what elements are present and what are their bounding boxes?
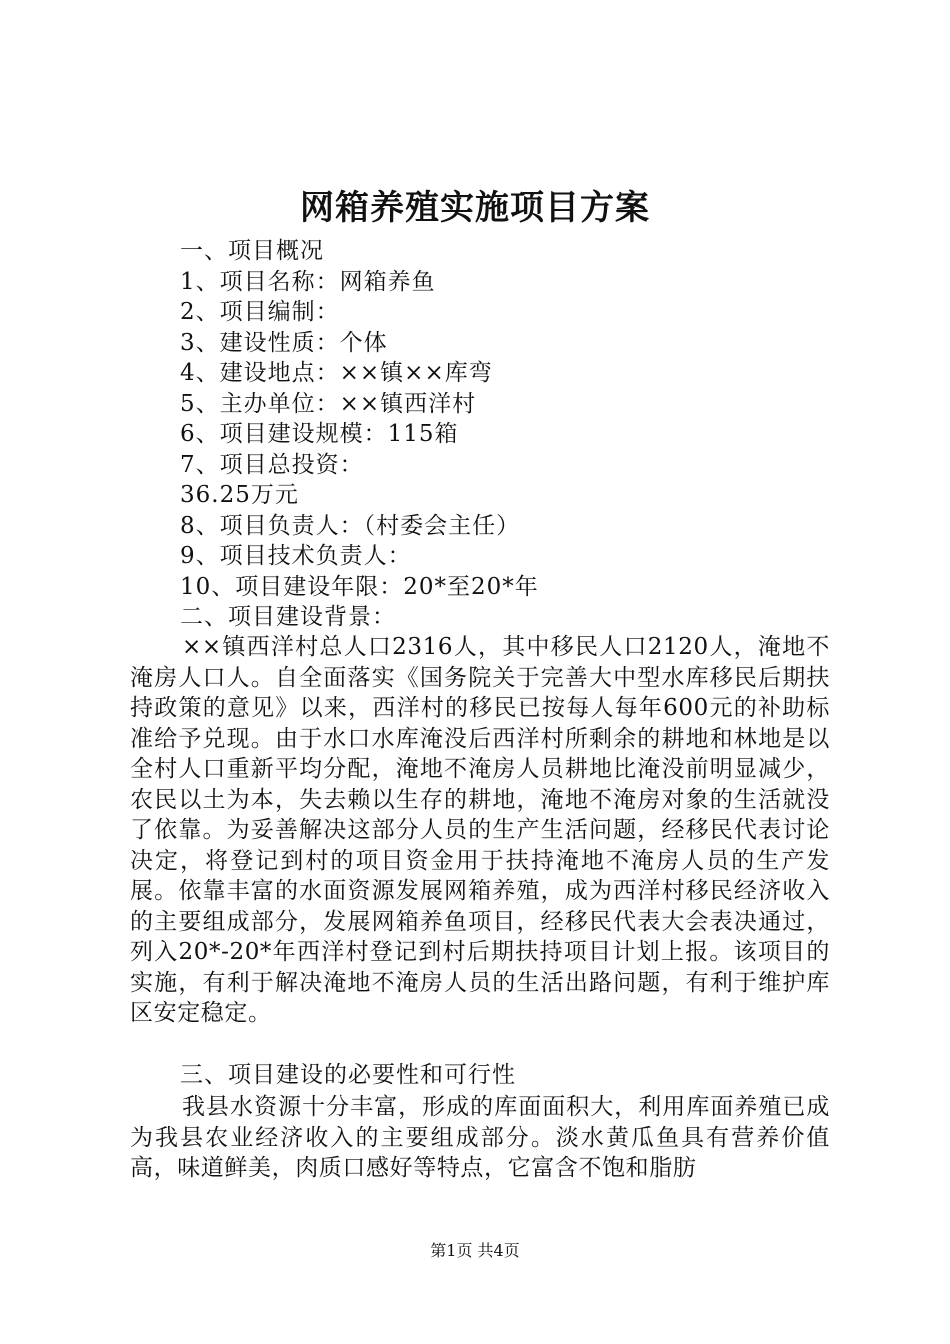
overview-item: 9、项目技术负责人： [180, 543, 412, 569]
overview-item: 2、项目编制： [180, 299, 340, 325]
section3-heading: 三、项目建设的必要性和可行性 [180, 1062, 516, 1088]
overview-item: 3、建设性质：个体 [180, 329, 388, 356]
overview-item: 8、项目负责人：（村委会主任） [180, 512, 521, 539]
section2-heading: 二、项目建设背景： [180, 604, 396, 630]
background-paragraph: ××镇西洋村总人口2316人，其中移民人口2120人，淹地不淹房人口人。自全面落实《国务院关于完善大中型水库移民后期扶持政策的意见》以来，西洋村的移民已按每人每年600元的补助标准给予兑现。由于水口水库淹没后西洋村所剩余的耕地和林地是以全村人口重新平均分配，淹地不淹房人员耕地比淹没前明显减少，农民以土为本，失去赖以生存的耕地，淹地不淹房对象的生活就没了依靠。为妥善解决这部分人员的生产生活问题，经移民代表讨论决定，将登记到村的项目资金用于扶持淹地不淹房人员的生产发展。依靠丰富的水面资源发展网箱养殖，成为西洋村移民经济收入的主要组成部分，发展网箱养鱼项目，经移民代表大会表决通过，列入20*-20*年西洋村登记到村后期扶持项目计划上报。该项目的实施，有利于解决淹地不淹房人员的生活出路问题，有利于维护库区安定稳定。 [130, 634, 830, 1026]
overview-item: 10、项目建设年限：20*至20*年 [180, 573, 539, 600]
overview-item: 7、项目总投资： [180, 451, 364, 478]
page-number-footer: 第1页 共4页 [430, 1241, 520, 1260]
document-title: 网箱养殖实施项目方案 [300, 188, 650, 228]
overview-item: 5、主办单位：××镇西洋村 [180, 390, 477, 417]
overview-item: 36.25万元 [180, 482, 299, 508]
section1-heading: 一、项目概况 [180, 238, 324, 264]
overview-item: 1、项目名称：网箱养鱼 [180, 268, 436, 295]
overview-item: 4、建设地点：××镇××库弯 [180, 360, 493, 386]
feasibility-paragraph: 我县水资源十分丰富，形成的库面面积大，利用库面养殖已成为我县农业经济收入的主要组成部分。淡水黄瓜鱼具有营养价值高，味道鲜美，肉质口感好等特点，它富含不饱和脂肪 [130, 1094, 830, 1181]
overview-item: 6、项目建设规模：115箱 [180, 421, 459, 447]
project-overview-list [180, 236, 880, 633]
